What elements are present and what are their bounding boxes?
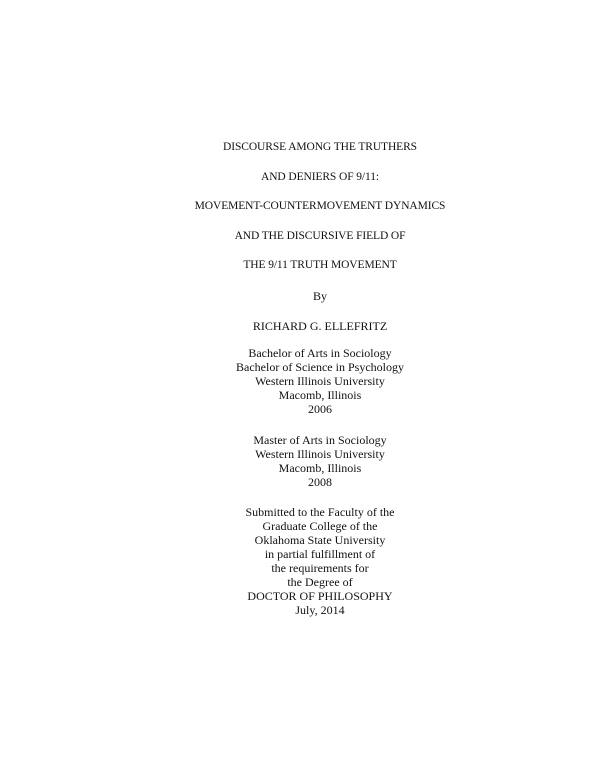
submission-line-6: the Degree of xyxy=(287,575,353,589)
title-line-5: THE 9/11 TRUTH MOVEMENT xyxy=(243,259,397,271)
title-line-3: MOVEMENT-COUNTERMOVEMENT DYNAMICS xyxy=(194,200,446,212)
submission-date: July, 2014 xyxy=(295,603,345,617)
submission-line-4: in partial fulfillment of xyxy=(264,547,376,561)
degree-2-line-3: Macomb, Illinois xyxy=(278,461,362,475)
degree-1-line-3: Western Illinois University xyxy=(255,374,385,388)
degree-2-line-2: Western Illinois University xyxy=(255,447,385,461)
degree-name: DOCTOR OF PHILOSOPHY xyxy=(247,589,393,603)
submission-line-5: the requirements for xyxy=(271,561,369,575)
degree-1-line-4: Macomb, Illinois xyxy=(278,388,362,402)
title-line-2: AND DENIERS OF 9/11: xyxy=(260,171,379,183)
submission-line-1: Submitted to the Faculty of the xyxy=(245,505,395,519)
degree-2-line-4: 2008 xyxy=(308,475,332,489)
degree-2-line-1: Master of Arts in Sociology xyxy=(253,433,387,447)
title-line-4: AND THE DISCURSIVE FIELD OF xyxy=(234,230,406,242)
title-line-1: DISCOURSE AMONG THE TRUTHERS xyxy=(223,141,417,153)
degree-1-line-5: 2006 xyxy=(308,402,332,416)
author-name: RICHARD G. ELLEFRITZ xyxy=(252,319,388,333)
degree-1-line-2: Bachelor of Science in Psychology xyxy=(236,360,404,374)
submission-line-2: Graduate College of the xyxy=(262,519,378,533)
submission-line-3: Oklahoma State University xyxy=(254,533,386,547)
degree-1-line-1: Bachelor of Arts in Sociology xyxy=(248,346,392,360)
byline: By xyxy=(312,289,327,303)
